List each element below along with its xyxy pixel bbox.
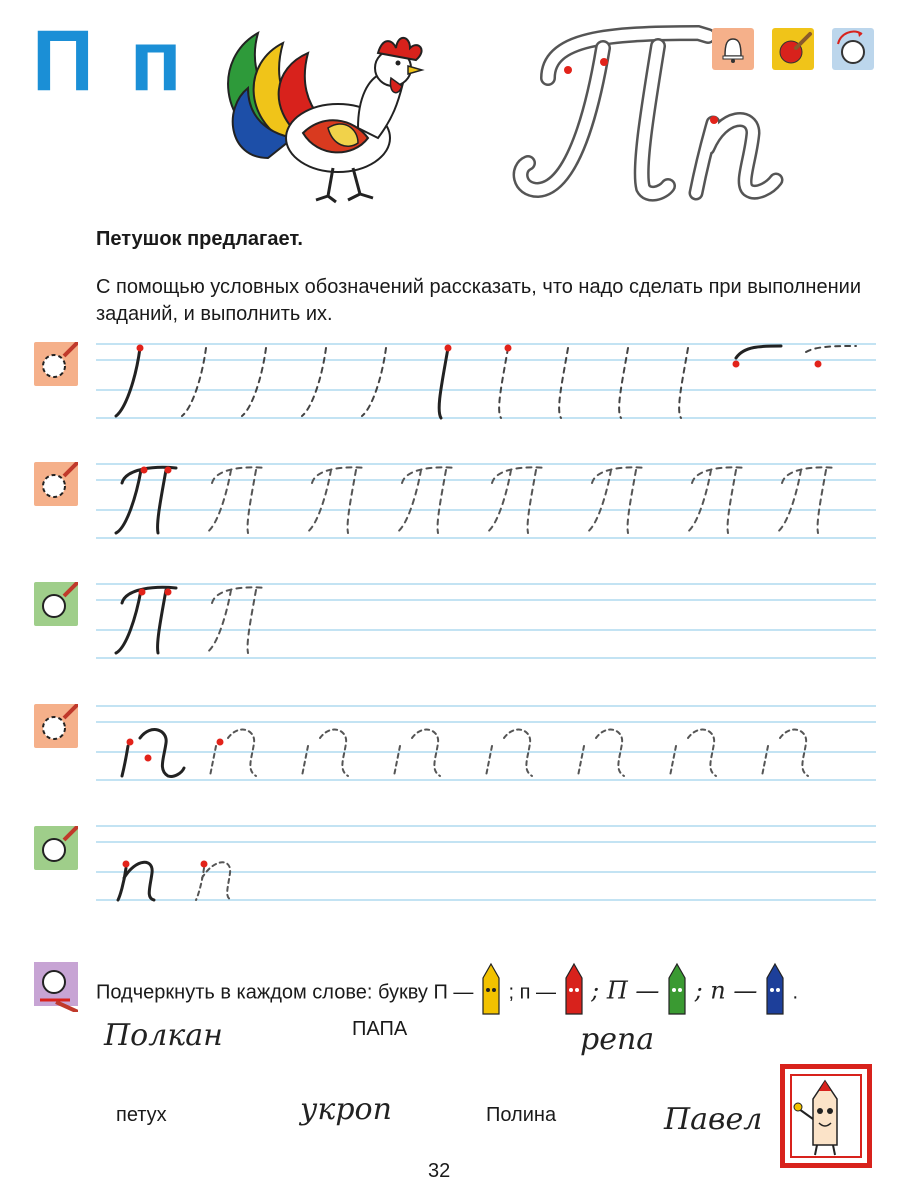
cursive-letter-model	[508, 18, 798, 214]
underline-task-icon	[34, 962, 78, 1006]
circle-trace-icon	[832, 28, 874, 70]
handwriting-lines	[96, 338, 876, 928]
yellow-pencil-icon	[479, 962, 503, 1024]
underline-task-lower: ; п —	[508, 981, 557, 1004]
underline-task-cursive-lower: ; п —	[694, 976, 758, 1005]
underline-task	[96, 962, 798, 1024]
word-polina: Полина	[486, 1104, 557, 1126]
trace-circle-icon	[34, 462, 78, 506]
paint-brush-icon	[772, 28, 814, 70]
rooster-illustration	[208, 18, 448, 206]
underline-task-end: .	[792, 981, 799, 1004]
word-papa: ПАПА	[352, 1018, 408, 1040]
underline-task-prefix: Подчеркнуть в каждом слове: букву П —	[96, 981, 474, 1004]
word-repa: репа	[580, 1022, 655, 1057]
word-petukh: петух	[116, 1104, 167, 1126]
write-circle-icon	[34, 826, 78, 870]
trace-circle-icon	[34, 342, 78, 386]
page-number: 32	[428, 1160, 451, 1182]
write-circle-icon	[34, 582, 78, 626]
word-ukrop: укроп	[300, 1092, 392, 1127]
red-pencil-icon	[562, 962, 586, 1024]
green-pencil-icon	[665, 962, 689, 1024]
task-heading: Петушок предлагает.	[96, 228, 303, 250]
pencil-character-icon	[785, 1069, 867, 1163]
letter-title: П п	[32, 13, 188, 109]
trace-circle-icon	[34, 704, 78, 748]
pencil-character-frame	[780, 1064, 872, 1168]
word-polkan: Полкан	[104, 1018, 223, 1053]
bell-icon	[712, 28, 754, 70]
underline-task-cursive-upper: ; П —	[591, 976, 660, 1005]
task-instruction: С помощью условных обозначений рассказать, что надо сделать при выполнении заданий, и выполнить их.	[96, 276, 861, 325]
blue-pencil-icon	[763, 962, 787, 1024]
word-pavel: Павел	[664, 1102, 763, 1137]
